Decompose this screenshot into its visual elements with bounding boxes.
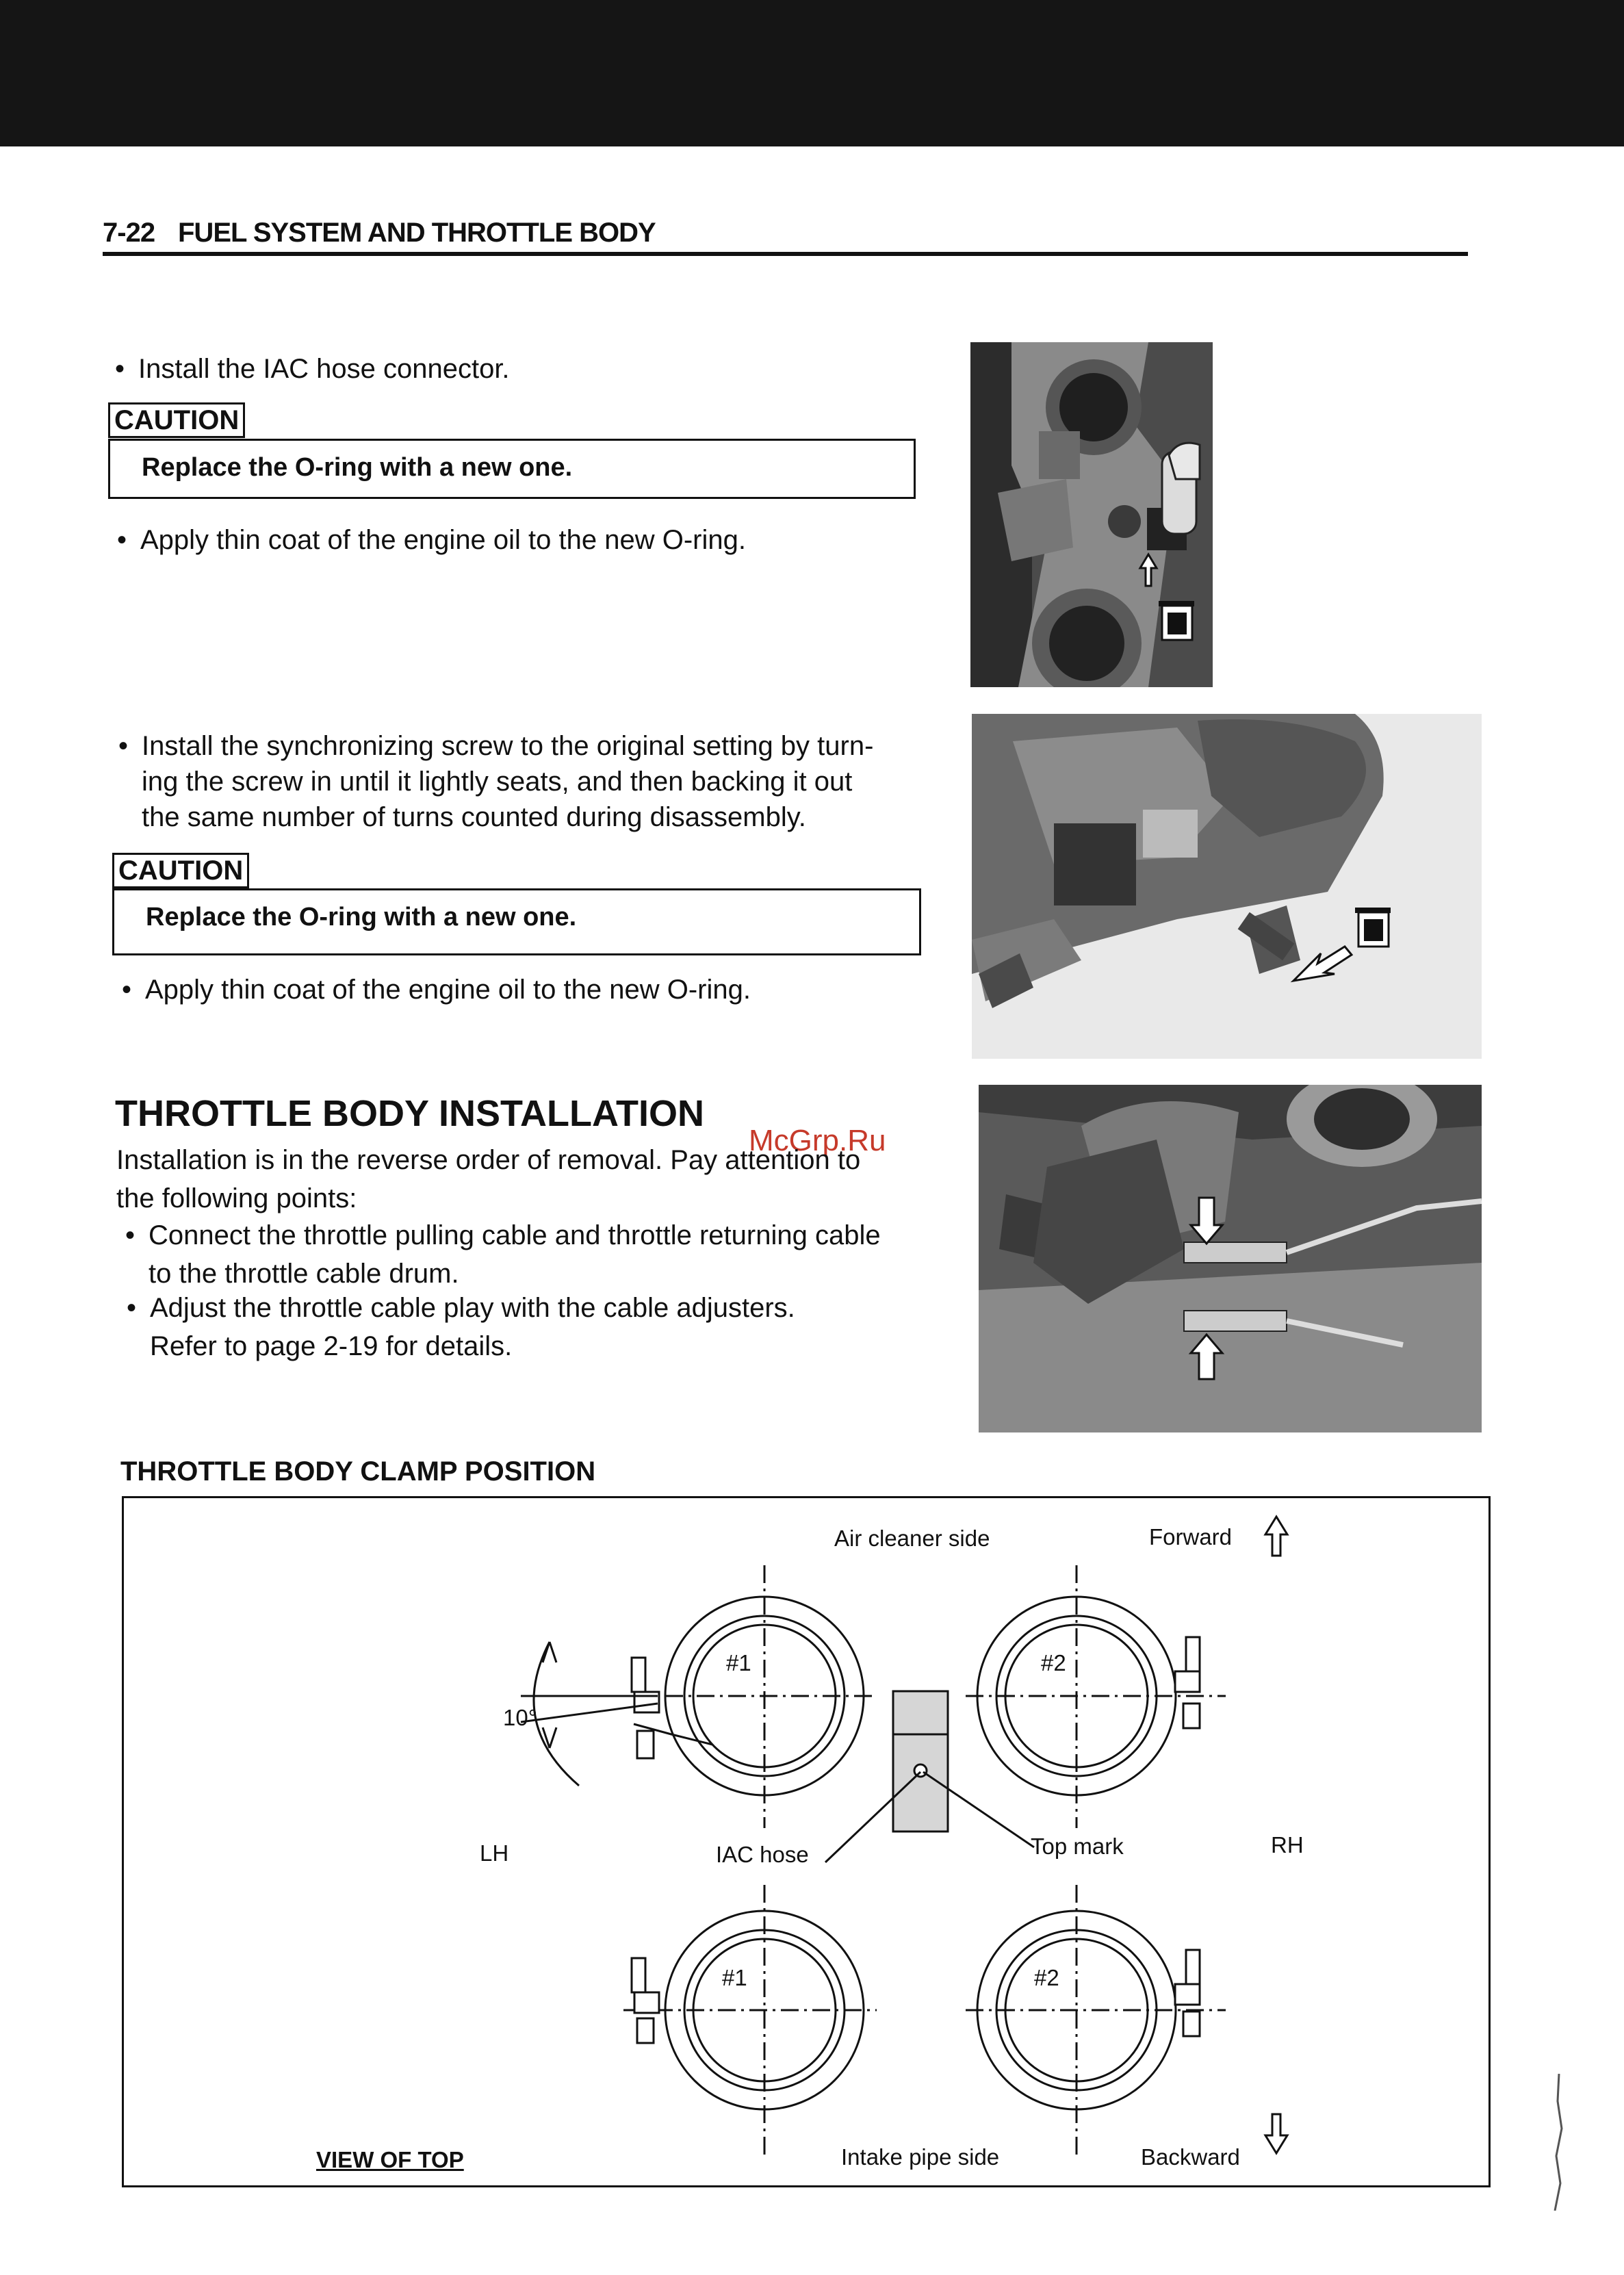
cylinder-1-top-clamp xyxy=(632,1565,877,1828)
margin-scribble xyxy=(1545,2074,1573,2211)
forward-label: Forward xyxy=(1149,1524,1233,1550)
caution-text: Replace the O-ring with a new one. xyxy=(146,903,577,931)
caution-label: CAUTION xyxy=(112,853,249,888)
throttle-cable-photo xyxy=(979,1085,1482,1432)
section-title: THROTTLE BODY INSTALLATION xyxy=(115,1093,704,1134)
synchronizing-screw-photo xyxy=(972,714,1482,1059)
angle-label: 10° xyxy=(503,1705,537,1730)
cable-adjust-instruction-line2: Refer to page 2-19 for details. xyxy=(150,1331,513,1361)
rh-label: RH xyxy=(1271,1832,1304,1858)
top-mark-label: Top mark xyxy=(1031,1834,1124,1859)
page-header xyxy=(103,218,1468,256)
cylinder-1-top-label: #1 xyxy=(726,1650,751,1675)
caution-label: CAUTION xyxy=(108,402,245,438)
backward-arrow-icon xyxy=(1265,2114,1287,2153)
sync-screw-instruction-line3: the same number of turns counted during disassembly. xyxy=(142,802,806,832)
oil-coat-instruction: • Apply thin coat of the engine oil to the new O-ring. xyxy=(145,971,751,1008)
oil-can-icon xyxy=(1355,908,1391,947)
cylinder-1-bottom-label: #1 xyxy=(722,1965,747,1990)
cylinder-2-bottom-clamp xyxy=(966,1885,1226,2155)
chapter-title: FUEL SYSTEM AND THROTTLE BODY xyxy=(178,218,656,248)
watermark: McGrp.Ru xyxy=(749,1124,886,1157)
installation-intro-line2: the following points: xyxy=(116,1183,357,1213)
caution-box xyxy=(108,439,916,499)
caution-text: Replace the O-ring with a new one. xyxy=(142,453,573,482)
caution-box xyxy=(112,888,921,955)
iac-hose xyxy=(825,1691,1034,1862)
cable-connect-instruction-line2: to the throttle cable drum. xyxy=(149,1259,459,1289)
forward-arrow-icon xyxy=(1265,1517,1287,1556)
page-number: 7-22 xyxy=(103,218,155,248)
clamp-diagram-title: THROTTLE BODY CLAMP POSITION xyxy=(120,1456,596,1487)
lh-label: LH xyxy=(480,1840,509,1866)
cylinder-1-bottom-clamp xyxy=(623,1885,877,2155)
iac-hose-label: IAC hose xyxy=(716,1842,809,1867)
oil-coat-instruction: • Apply thin coat of the engine oil to the new O-ring. xyxy=(140,522,746,558)
cylinder-2-top-label: #2 xyxy=(1041,1650,1066,1675)
clamp-position-diagram xyxy=(122,1496,1491,2187)
cable-connect-instruction-line1: • Connect the throttle pulling cable and throttle returning cable xyxy=(149,1217,881,1254)
backward-label: Backward xyxy=(1141,2144,1240,2170)
sync-screw-instruction-line2: ing the screw in until it lightly seats, and then backing it out xyxy=(142,767,853,797)
air-cleaner-side-label: Air cleaner side xyxy=(834,1526,990,1551)
cylinder-2-top-clamp xyxy=(966,1565,1226,1828)
intake-pipe-side-label: Intake pipe side xyxy=(841,2144,1000,2170)
iac-hose-connector-photo xyxy=(970,342,1213,687)
sync-screw-instruction-line1: • Install the synchronizing screw to the original setting by turn- xyxy=(142,728,873,764)
oil-can-icon xyxy=(1159,601,1194,640)
cylinder-2-bottom-label: #2 xyxy=(1034,1965,1059,1990)
cable-adjust-instruction-line1: • Adjust the throttle cable play with the cable adjusters. xyxy=(150,1289,795,1326)
header-rule xyxy=(103,252,1468,256)
view-of-top-label: VIEW OF TOP xyxy=(316,2147,464,2172)
top-black-bar-edge xyxy=(1567,21,1624,146)
installation-intro-line1: Installation is in the reverse order of removal. Pay attention to xyxy=(116,1145,861,1175)
iac-connector-instruction: • Install the IAC hose connector. xyxy=(138,350,510,387)
top-black-bar xyxy=(0,0,1624,146)
